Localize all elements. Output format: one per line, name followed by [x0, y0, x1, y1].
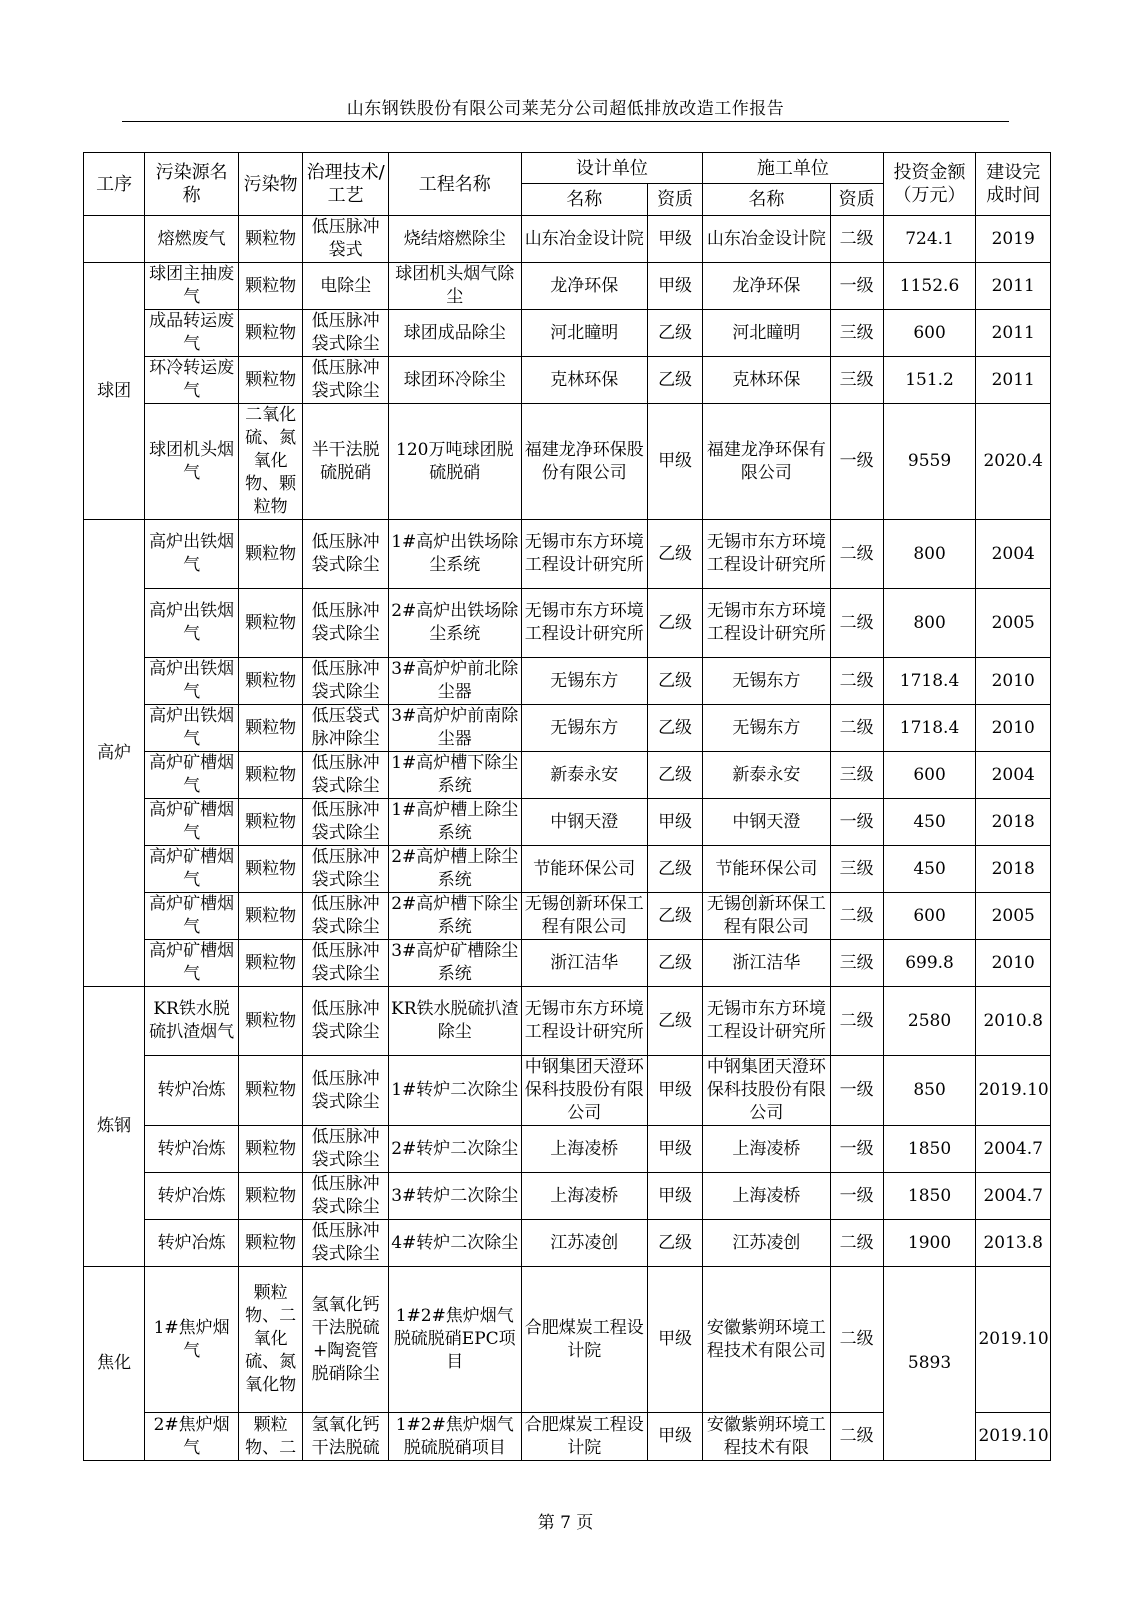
cell-design-name: 无锡东方 — [521, 658, 647, 705]
table-row — [84, 658, 1051, 705]
cell-tech: 低压脉冲袋式除尘 — [303, 940, 389, 987]
cell-project: 1#2#焦炉烟气脱硫脱硝项目 — [388, 1413, 521, 1461]
cell-source: 熔燃废气 — [145, 216, 239, 263]
cell-project: 1#高炉槽下除尘系统 — [388, 752, 521, 799]
cell-cons-name: 中钢集团天澄环保科技股份有限公司 — [703, 1056, 831, 1126]
cell-project: 4#转炉二次除尘 — [388, 1220, 521, 1267]
cell-pollutant: 颗粒物 — [239, 310, 303, 357]
table-row — [84, 893, 1051, 940]
cell-tech: 低压脉冲袋式除尘 — [303, 752, 389, 799]
cell-source: 环冷转运废气 — [145, 357, 239, 404]
cell-source: 高炉矿槽烟气 — [145, 940, 239, 987]
cell-tech: 电除尘 — [303, 263, 389, 310]
table-row — [84, 1220, 1051, 1267]
cell-investment: 450 — [883, 846, 976, 893]
cell-cons-qualification: 二级 — [830, 520, 883, 589]
header-project: 工程名称 — [388, 153, 521, 216]
cell-investment: 9559 — [883, 404, 976, 520]
header-construction-unit: 施工单位 — [703, 153, 884, 184]
cell-cons-name: 浙江洁华 — [703, 940, 831, 987]
cell-source: 转炉冶炼 — [145, 1056, 239, 1126]
page-bottom-margin — [83, 1484, 1051, 1600]
cell-cons-qualification: 三级 — [830, 940, 883, 987]
cell-cons-name: 新泰永安 — [703, 752, 831, 799]
cell-tech: 低压脉冲袋式除尘 — [303, 589, 389, 658]
cell-completion: 2018 — [976, 799, 1051, 846]
cell-investment: 850 — [883, 1056, 976, 1126]
cell-tech: 低压脉冲袋式除尘 — [303, 357, 389, 404]
cell-design-qualification: 乙级 — [648, 1220, 703, 1267]
header-cons-qualification: 资质 — [830, 184, 883, 216]
cell-cons-qualification: 三级 — [830, 357, 883, 404]
cell-design-name: 无锡市东方环境工程设计研究所 — [521, 589, 647, 658]
cell-design-name: 龙净环保 — [521, 263, 647, 310]
cell-process: 炼钢 — [84, 987, 145, 1267]
cell-pollutant: 颗粒物 — [239, 357, 303, 404]
cell-completion: 2019.10 — [976, 1413, 1051, 1461]
cell-source: KR铁水脱硫扒渣烟气 — [145, 987, 239, 1056]
cell-pollutant: 二氧化硫、氮氧化物、颗粒物 — [239, 404, 303, 520]
cell-completion: 2019.10 — [976, 1267, 1051, 1413]
cell-source: 2#焦炉烟气 — [145, 1413, 239, 1461]
cell-tech: 低压脉冲袋式除尘 — [303, 1056, 389, 1126]
cell-source: 1#焦炉烟气 — [145, 1267, 239, 1413]
cell-pollutant: 颗粒物 — [239, 705, 303, 752]
cell-project: 球团成品除尘 — [388, 310, 521, 357]
cell-cons-name: 安徽紫朔环境工程技术有限 — [703, 1413, 831, 1461]
cell-design-qualification: 甲级 — [648, 1267, 703, 1413]
cell-pollutant: 颗粒物 — [239, 1056, 303, 1126]
cell-completion: 2011 — [976, 357, 1051, 404]
cell-design-qualification: 乙级 — [648, 893, 703, 940]
cell-design-qualification: 甲级 — [648, 1173, 703, 1220]
cell-design-name: 无锡市东方环境工程设计研究所 — [521, 520, 647, 589]
cell-completion: 2010 — [976, 705, 1051, 752]
cell-design-name: 河北瞳明 — [521, 310, 647, 357]
cell-pollutant: 颗粒物 — [239, 987, 303, 1056]
cell-investment: 600 — [883, 310, 976, 357]
header-divider — [122, 121, 1009, 122]
cell-investment: 800 — [883, 520, 976, 589]
cell-project: 2#高炉出铁场除尘系统 — [388, 589, 521, 658]
cell-source: 成品转运废气 — [145, 310, 239, 357]
header-source: 污染源名称 — [145, 153, 239, 216]
cell-design-name: 浙江洁华 — [521, 940, 647, 987]
header-design-qualification: 资质 — [648, 184, 703, 216]
cell-design-qualification: 甲级 — [648, 1413, 703, 1461]
cell-investment: 600 — [883, 893, 976, 940]
cell-cons-qualification: 二级 — [830, 705, 883, 752]
cell-tech: 低压袋式脉冲除尘 — [303, 705, 389, 752]
cell-investment: 450 — [883, 799, 976, 846]
cell-pollutant: 颗粒物、二氧化硫、氮氧化物 — [239, 1267, 303, 1413]
cell-design-name: 无锡市东方环境工程设计研究所 — [521, 987, 647, 1056]
cell-design-name: 新泰永安 — [521, 752, 647, 799]
cell-design-name: 合肥煤炭工程设计院 — [521, 1413, 647, 1461]
cell-project: 球团环冷除尘 — [388, 357, 521, 404]
cell-completion: 2010 — [976, 940, 1051, 987]
cell-pollutant: 颗粒物 — [239, 799, 303, 846]
cell-source: 高炉矿槽烟气 — [145, 846, 239, 893]
cell-completion: 2004.7 — [976, 1173, 1051, 1220]
table-row — [84, 705, 1051, 752]
cell-cons-qualification: 二级 — [830, 589, 883, 658]
cell-completion: 2013.8 — [976, 1220, 1051, 1267]
cell-project: 2#高炉槽上除尘系统 — [388, 846, 521, 893]
cell-cons-qualification: 三级 — [830, 846, 883, 893]
cell-design-qualification: 乙级 — [648, 658, 703, 705]
cell-tech: 低压脉冲袋式除尘 — [303, 1220, 389, 1267]
cell-investment: 1152.6 — [883, 263, 976, 310]
cell-investment: 724.1 — [883, 216, 976, 263]
cell-completion: 2005 — [976, 893, 1051, 940]
cell-cons-qualification: 一级 — [830, 799, 883, 846]
cell-tech: 低压脉冲袋式除尘 — [303, 799, 389, 846]
cell-cons-name: 龙净环保 — [703, 263, 831, 310]
cell-design-qualification: 甲级 — [648, 1126, 703, 1173]
cell-tech: 低压脉冲袋式除尘 — [303, 893, 389, 940]
cell-design-qualification: 乙级 — [648, 940, 703, 987]
cell-source: 转炉冶炼 — [145, 1126, 239, 1173]
cell-pollutant: 颗粒物 — [239, 846, 303, 893]
cell-source: 转炉冶炼 — [145, 1220, 239, 1267]
cell-design-name: 合肥煤炭工程设计院 — [521, 1267, 647, 1413]
cell-project: 3#高炉炉前北除尘器 — [388, 658, 521, 705]
cell-design-qualification: 乙级 — [648, 520, 703, 589]
cell-tech: 低压脉冲袋式除尘 — [303, 1173, 389, 1220]
cell-tech: 低压脉冲袋式除尘 — [303, 658, 389, 705]
cell-design-qualification: 乙级 — [648, 987, 703, 1056]
cell-project: 1#2#焦炉烟气脱硫脱硝EPC项目 — [388, 1267, 521, 1413]
cell-source: 高炉矿槽烟气 — [145, 799, 239, 846]
table-row — [84, 310, 1051, 357]
table-row — [84, 1056, 1051, 1126]
cell-design-name: 无锡创新环保工程有限公司 — [521, 893, 647, 940]
cell-completion: 2004 — [976, 520, 1051, 589]
cell-tech: 低压脉冲袋式除尘 — [303, 1126, 389, 1173]
cell-design-qualification: 甲级 — [648, 799, 703, 846]
cell-project: 3#高炉炉前南除尘器 — [388, 705, 521, 752]
table-row — [84, 216, 1051, 263]
cell-cons-qualification: 二级 — [830, 893, 883, 940]
cell-source: 球团主抽废气 — [145, 263, 239, 310]
table-row — [84, 846, 1051, 893]
cell-cons-qualification: 二级 — [830, 216, 883, 263]
table-row — [84, 987, 1051, 1056]
table-row — [84, 1126, 1051, 1173]
cell-cons-name: 安徽紫朔环境工程技术有限公司 — [703, 1267, 831, 1413]
cell-completion: 2018 — [976, 846, 1051, 893]
cell-cons-name: 无锡市东方环境工程设计研究所 — [703, 589, 831, 658]
cell-design-name: 中钢天澄 — [521, 799, 647, 846]
cell-design-name: 江苏凌创 — [521, 1220, 647, 1267]
cell-design-qualification: 甲级 — [648, 1056, 703, 1126]
page-header-title: 山东钢铁股份有限公司莱芜分公司超低排放改造工作报告 — [346, 99, 785, 119]
cell-tech: 低压脉冲袋式除尘 — [303, 846, 389, 893]
cell-cons-name: 克林环保 — [703, 357, 831, 404]
table-row — [84, 799, 1051, 846]
cell-pollutant: 颗粒物 — [239, 1173, 303, 1220]
cell-investment: 1850 — [883, 1126, 976, 1173]
cell-design-name: 克林环保 — [521, 357, 647, 404]
cell-project: 1#高炉出铁场除尘系统 — [388, 520, 521, 589]
cell-project: KR铁水脱硫扒渣除尘 — [388, 987, 521, 1056]
cell-tech: 氢氧化钙干法脱硫 — [303, 1413, 389, 1461]
cell-completion: 2020.4 — [976, 404, 1051, 520]
cell-cons-name: 无锡创新环保工程有限公司 — [703, 893, 831, 940]
cell-completion: 2019.10 — [976, 1056, 1051, 1126]
cell-design-qualification: 乙级 — [648, 752, 703, 799]
cell-project: 烧结熔燃除尘 — [388, 216, 521, 263]
cell-design-qualification: 乙级 — [648, 310, 703, 357]
cell-cons-qualification: 二级 — [830, 658, 883, 705]
cell-design-qualification: 乙级 — [648, 357, 703, 404]
cell-source: 高炉出铁烟气 — [145, 589, 239, 658]
cell-cons-qualification: 二级 — [830, 1267, 883, 1413]
table-row — [84, 404, 1051, 520]
cell-investment: 800 — [883, 589, 976, 658]
cell-project: 2#高炉槽下除尘系统 — [388, 893, 521, 940]
header-design-unit: 设计单位 — [521, 153, 703, 184]
cell-cons-name: 山东冶金设计院 — [703, 216, 831, 263]
header-completion: 建设完成时间 — [976, 153, 1051, 216]
header-design-name: 名称 — [521, 184, 647, 216]
cell-cons-name: 江苏凌创 — [703, 1220, 831, 1267]
cell-completion: 2011 — [976, 310, 1051, 357]
cell-tech: 低压脉冲袋式除尘 — [303, 310, 389, 357]
cell-design-qualification: 甲级 — [648, 404, 703, 520]
cell-tech: 低压脉冲袋式除尘 — [303, 520, 389, 589]
cell-cons-name: 福建龙净环保有限公司 — [703, 404, 831, 520]
cell-cons-name: 节能环保公司 — [703, 846, 831, 893]
cell-investment: 1718.4 — [883, 705, 976, 752]
cell-cons-qualification: 三级 — [830, 752, 883, 799]
emission-table — [83, 152, 1051, 1461]
cell-cons-qualification: 一级 — [830, 404, 883, 520]
cell-cons-name: 上海凌桥 — [703, 1173, 831, 1220]
cell-completion: 2004 — [976, 752, 1051, 799]
cell-pollutant: 颗粒物 — [239, 589, 303, 658]
cell-pollutant: 颗粒物 — [239, 658, 303, 705]
cell-tech: 低压脉冲袋式除尘 — [303, 987, 389, 1056]
cell-pollutant: 颗粒物 — [239, 263, 303, 310]
cell-design-qualification: 乙级 — [648, 705, 703, 752]
cell-cons-qualification: 一级 — [830, 1056, 883, 1126]
cell-source: 转炉冶炼 — [145, 1173, 239, 1220]
cell-cons-name: 无锡东方 — [703, 705, 831, 752]
cell-project: 球团机头烟气除尘 — [388, 263, 521, 310]
cell-pollutant: 颗粒物 — [239, 752, 303, 799]
cell-tech: 氢氧化钙干法脱硫+陶瓷管脱硝除尘 — [303, 1267, 389, 1413]
cell-investment: 1718.4 — [883, 658, 976, 705]
cell-design-qualification: 乙级 — [648, 846, 703, 893]
cell-cons-name: 中钢天澄 — [703, 799, 831, 846]
cell-project: 3#转炉二次除尘 — [388, 1173, 521, 1220]
cell-process: 焦化 — [84, 1267, 145, 1461]
cell-source: 高炉矿槽烟气 — [145, 752, 239, 799]
header-pollutant: 污染物 — [239, 153, 303, 216]
cell-cons-qualification: 二级 — [830, 1413, 883, 1461]
cell-design-name: 中钢集团天澄环保科技股份有限公司 — [521, 1056, 647, 1126]
cell-cons-name: 无锡东方 — [703, 658, 831, 705]
cell-pollutant: 颗粒物、二 — [239, 1413, 303, 1461]
cell-design-name: 节能环保公司 — [521, 846, 647, 893]
cell-tech: 低压脉冲袋式 — [303, 216, 389, 263]
cell-completion: 2010.8 — [976, 987, 1051, 1056]
cell-project: 1#转炉二次除尘 — [388, 1056, 521, 1126]
cell-design-name: 福建龙净环保股份有限公司 — [521, 404, 647, 520]
cell-design-name: 上海凌桥 — [521, 1173, 647, 1220]
cell-source: 球团机头烟气 — [145, 404, 239, 520]
cell-project: 120万吨球团脱硫脱硝 — [388, 404, 521, 520]
cell-cons-name: 上海凌桥 — [703, 1126, 831, 1173]
cell-process — [84, 216, 145, 263]
table-row — [84, 940, 1051, 987]
cell-design-name: 上海凌桥 — [521, 1126, 647, 1173]
cell-project: 3#高炉矿槽除尘系统 — [388, 940, 521, 987]
cell-design-qualification: 甲级 — [648, 216, 703, 263]
table-body — [84, 216, 1051, 1461]
cell-completion: 2010 — [976, 658, 1051, 705]
cell-investment: 151.2 — [883, 357, 976, 404]
cell-source: 高炉出铁烟气 — [145, 520, 239, 589]
cell-cons-name: 河北瞳明 — [703, 310, 831, 357]
cell-pollutant: 颗粒物 — [239, 1126, 303, 1173]
cell-completion: 2005 — [976, 589, 1051, 658]
cell-cons-qualification: 一级 — [830, 263, 883, 310]
cell-investment: 5893 — [883, 1267, 976, 1461]
cell-cons-qualification: 一级 — [830, 1126, 883, 1173]
cell-pollutant: 颗粒物 — [239, 940, 303, 987]
cell-investment: 1850 — [883, 1173, 976, 1220]
cell-pollutant: 颗粒物 — [239, 216, 303, 263]
table-row — [84, 1267, 1051, 1413]
table-row — [84, 357, 1051, 404]
cell-investment: 2580 — [883, 987, 976, 1056]
cell-completion: 2019 — [976, 216, 1051, 263]
cell-source: 高炉矿槽烟气 — [145, 893, 239, 940]
cell-cons-qualification: 三级 — [830, 310, 883, 357]
header-cons-name: 名称 — [703, 184, 831, 216]
cell-design-qualification: 甲级 — [648, 263, 703, 310]
table-row — [84, 752, 1051, 799]
cell-project: 1#高炉槽上除尘系统 — [388, 799, 521, 846]
cell-cons-name: 无锡市东方环境工程设计研究所 — [703, 520, 831, 589]
cell-process: 高炉 — [84, 520, 145, 987]
cell-pollutant: 颗粒物 — [239, 893, 303, 940]
header-investment: 投资金额（万元） — [883, 153, 976, 216]
cell-process: 球团 — [84, 263, 145, 520]
cell-design-qualification: 乙级 — [648, 589, 703, 658]
cell-design-name: 山东冶金设计院 — [521, 216, 647, 263]
cell-investment: 699.8 — [883, 940, 976, 987]
page-number: 第 7 页 — [537, 1513, 594, 1533]
cell-completion: 2004.7 — [976, 1126, 1051, 1173]
cell-design-name: 无锡东方 — [521, 705, 647, 752]
cell-pollutant: 颗粒物 — [239, 1220, 303, 1267]
cell-cons-qualification: 一级 — [830, 1173, 883, 1220]
cell-investment: 1900 — [883, 1220, 976, 1267]
cell-cons-name: 无锡市东方环境工程设计研究所 — [703, 987, 831, 1056]
cell-source: 高炉出铁烟气 — [145, 658, 239, 705]
cell-cons-qualification: 二级 — [830, 1220, 883, 1267]
table-row — [84, 263, 1051, 310]
table-row — [84, 1173, 1051, 1220]
cell-project: 2#转炉二次除尘 — [388, 1126, 521, 1173]
cell-completion: 2011 — [976, 263, 1051, 310]
header-tech: 治理技术/工艺 — [303, 153, 389, 216]
cell-pollutant: 颗粒物 — [239, 520, 303, 589]
cell-tech: 半干法脱硫脱硝 — [303, 404, 389, 520]
cell-cons-qualification: 二级 — [830, 987, 883, 1056]
cell-investment: 600 — [883, 752, 976, 799]
header-process: 工序 — [84, 153, 145, 216]
cell-source: 高炉出铁烟气 — [145, 705, 239, 752]
table-row — [84, 589, 1051, 658]
table-row — [84, 520, 1051, 589]
